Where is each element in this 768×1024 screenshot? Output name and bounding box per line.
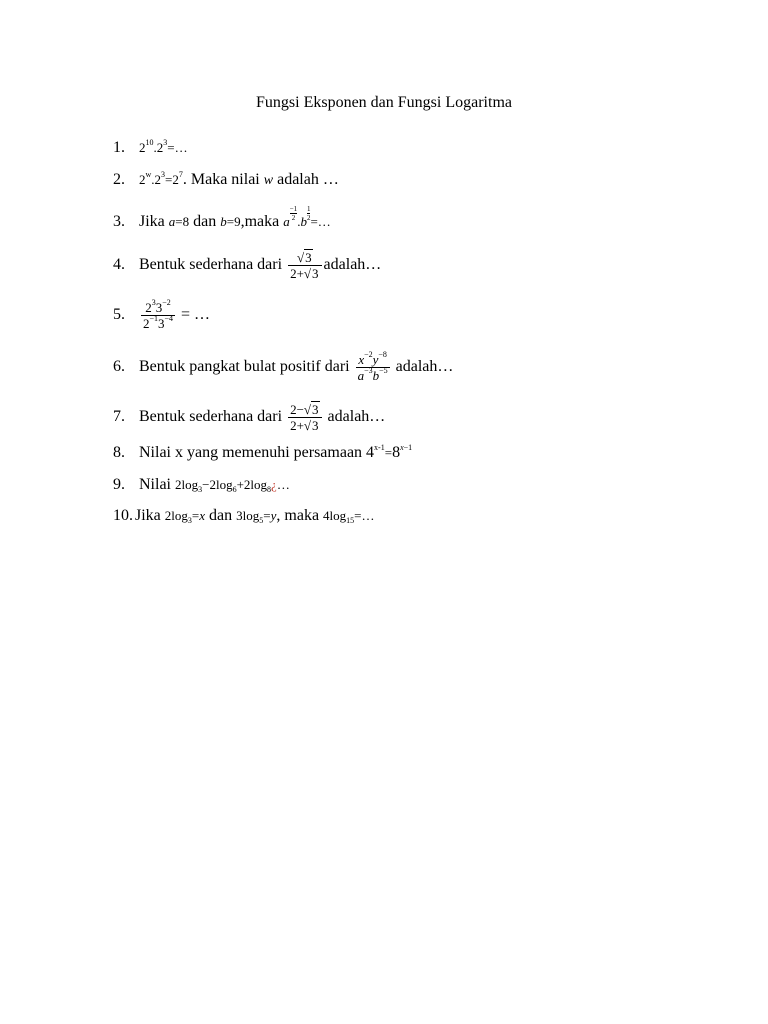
math-expression: $3\log_5=y$ <box>236 508 277 525</box>
math-fraction: $\frac{2-√3}{2+√3}$ <box>288 402 321 433</box>
math-expression: $2\log_3=x$ <box>164 508 206 525</box>
question-text: Jika <box>139 213 165 230</box>
question-text: Nilai <box>139 476 171 493</box>
question-text: Nilai x yang memenuhi persamaan <box>139 444 363 461</box>
question-number: 4. <box>113 256 125 274</box>
question-number: 1. <box>113 139 125 156</box>
question-1 <box>113 138 188 158</box>
question-text: adalah… <box>327 408 386 426</box>
question-8 <box>113 443 412 463</box>
math-expression: a=8 <box>168 214 190 229</box>
math-expression: $2\log_3-2\log_6+2\log_8¿\dots$ <box>175 477 290 494</box>
question-number: 2. <box>113 171 125 188</box>
question-text: adalah… <box>395 358 454 376</box>
question-text: Bentuk sederhana dari <box>139 256 283 274</box>
question-text: adalah… <box>323 256 382 274</box>
question-number: 5. <box>113 306 125 324</box>
question-number: 6. <box>113 358 125 376</box>
question-number: 10. <box>113 507 133 524</box>
question-text: Jika <box>135 507 161 524</box>
question-4 <box>113 250 382 281</box>
question-9 <box>113 475 290 495</box>
question-number: 7. <box>113 408 125 426</box>
question-text: dan <box>209 507 233 524</box>
question-10 <box>113 506 375 526</box>
question-text: ,maka <box>240 213 280 230</box>
question-text: dan <box>193 213 217 230</box>
math-expression: $4\log_{15}=\dots$ <box>323 508 375 525</box>
question-6 <box>113 350 454 383</box>
math-expression: b=9 <box>220 214 241 229</box>
math-fraction: $\frac{√3}{2+√3}$ <box>288 250 321 281</box>
math-variable: w <box>263 173 274 188</box>
math-expression: $2^{10}.2^3=\dots$ <box>139 138 188 155</box>
question-5 <box>113 298 211 331</box>
question-2 <box>113 170 339 190</box>
question-text: Bentuk pangkat bulat positif dari <box>139 358 350 376</box>
question-text: , maka <box>276 507 320 524</box>
math-expression: $2^w.2^3=2^7$ <box>139 170 183 187</box>
question-text: = … <box>181 306 211 324</box>
question-number: 3. <box>113 213 125 230</box>
math-expression: a $\frac{-1}{2}$ .b $\frac{1}{2}$ =… <box>283 205 331 229</box>
math-expression: $4^{x-1}=8^{x-1}$ <box>366 443 413 461</box>
question-text: . Maka nilai <box>182 171 260 188</box>
page-title: Fungsi Eksponen dan Fungsi Logaritma <box>256 94 512 111</box>
math-fraction: $\frac{x^{-2}y^{-8}}{a^{-3}b^{-5}}$ <box>357 350 388 383</box>
question-text: Bentuk sederhana dari <box>139 408 283 426</box>
question-text: adalah … <box>277 171 339 188</box>
question-number: 9. <box>113 476 125 493</box>
question-number: 8. <box>113 444 125 461</box>
question-7 <box>113 402 386 433</box>
question-3 <box>113 205 331 230</box>
math-fraction: $\frac{2^33^{-2}}{2^{-1}3^{-4}}$ <box>143 298 174 331</box>
